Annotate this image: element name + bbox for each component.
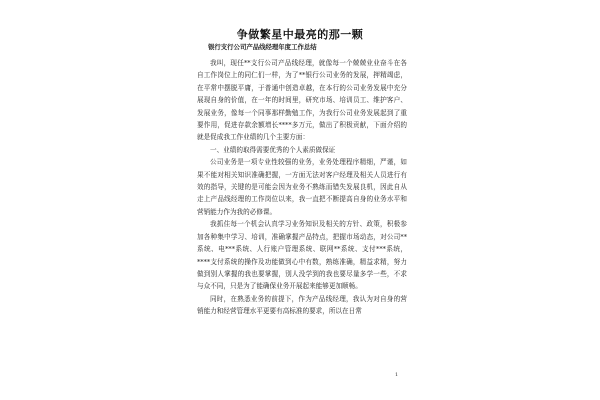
document-title: 争做繁星中最亮的那一颗: [236, 28, 364, 41]
paragraph-business: 公司业务是一项专业性较强的业务，业务处理程序精细，严谨，如果不能对相关知识准确把握，一方面无法对客户经理及相关人员进行有效的指导，关键的是可能会因为业务不熟练而错失发展良机，因此自从走上产品线经理的工作岗位以来，我一直把不断提高自身的业务水平和营销能力作为我的必修课。: [197, 158, 407, 216]
paragraph-meanwhile: 同时，在熟悉业务的前提下，作为产品线经理，我认为对自身的营销能力和经营管理水平更要有高标准的要求，所以在日常: [197, 294, 407, 316]
document-subtitle: 银行支行公司产品线经理年度工作总结: [208, 43, 317, 51]
section-heading: 一、业绩的取得需要优秀的个人素质做保证: [210, 145, 336, 154]
paragraph-learning: 我抓住每一个机会认真学习业务知识及相关的方针、政策，积极参加各种集中学习、培训，准确掌握产品特点，把握市场动态，对公司**系统、电***系统、人行账户管理系统、联网**系统、支付***系统，****支付系统的操作及功能做到心中有数，熟练准确，精益求精，努力做到别人掌握的我也要掌握，别人没学到的我也要尽量多学一些，不求与众不同，只是为了能确保业务开展起来能够更加顺畅。: [197, 220, 407, 291]
paragraph-intro: 我叫，现任**支行公司产品线经理，就像每一个兢兢业业奋斗在各自工作岗位上的同仁们一样，为了**银行公司业务的发展，押精竭虑，在平常中摆脱平庸，于普通中创造卓越，在本行的公司业务发展中充分展现自身的价值，在一年的时间里，研究市场、培训员工、维护客户、发展业务，像每一个同事那样勤勉工作，为我行公司业务发展起到了重要作用，促进存款余额增长****多万元，做出了积极贡献，下面介绍的就是促成我工作业绩的几个主要方面：: [197, 59, 407, 142]
page-number: 1: [395, 372, 399, 378]
document-body: [197, 57, 407, 318]
